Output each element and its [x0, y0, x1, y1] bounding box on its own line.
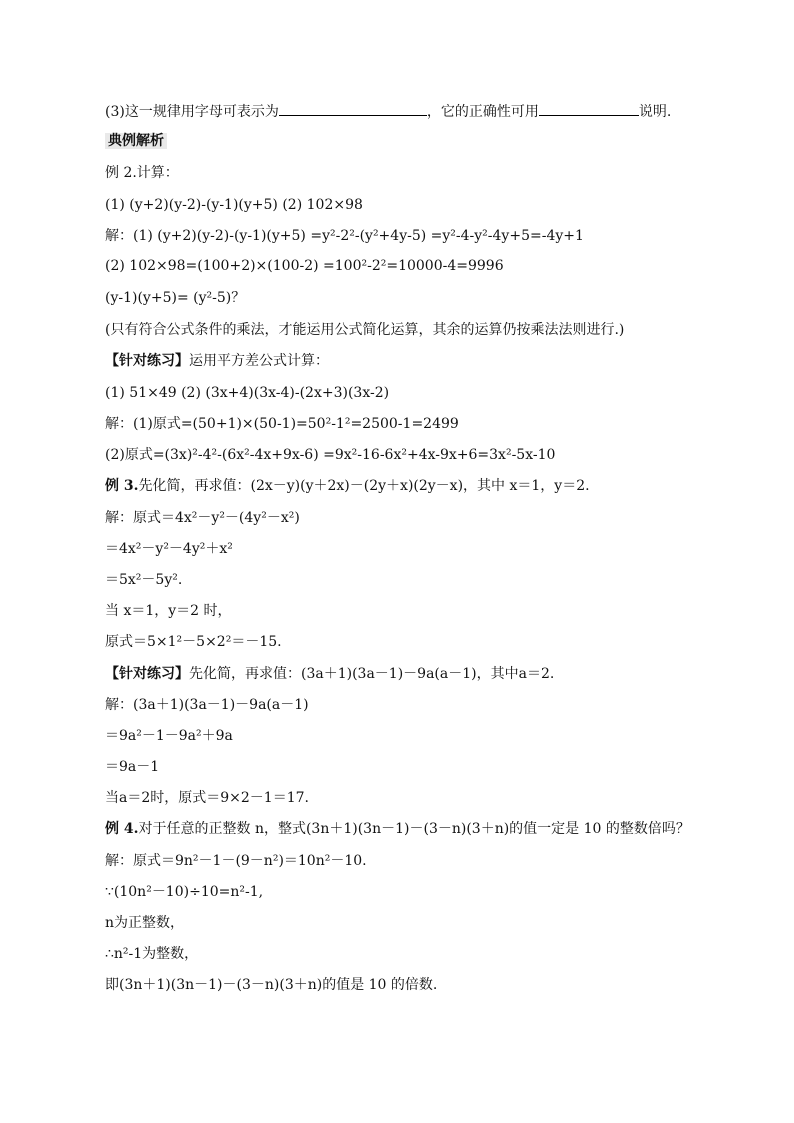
solution-line: 解：(3a＋1)(3a－1)－9a(a－1) [105, 697, 309, 713]
section-heading [105, 131, 167, 151]
solution-line: (2)原式=(3x)²-4²-(6x²-4x+9x-6) =9x²-16-6x²+4x-9x+6=3x²-5x-10 [105, 447, 556, 463]
practice-label: 【针对练习】 [105, 666, 189, 682]
practice-text: 先化简，再求值：(3a＋1)(3a－1)－9a(a－1)，其中a＝2. [189, 666, 555, 682]
note-line: (只有符合公式条件的乘法，才能运用公式简化运算，其余的运算仍按乘法法则进行.) [105, 322, 625, 338]
text-line-rule [105, 101, 671, 122]
practice-text: 运用平方差公式计算： [189, 353, 329, 369]
solution-line: 解：原式＝4x²－y²－(4y²－x²) [105, 510, 300, 526]
example-text: 对于任意的正整数 n，整式(3n＋1)(3n－1)－(3－n)(3＋n)的值一定是 10 的整数倍吗？ [138, 821, 690, 837]
practice-heading [105, 664, 554, 684]
solution-line: ＝4x²－y²－4y²＋x² [105, 541, 233, 557]
solution-line: ＝9a－1 [105, 759, 160, 775]
example-2-title: 例 2.计算： [105, 165, 179, 181]
example-2-problems: (1) (y+2)(y-2)-(y-1)(y+5) (2) 102×98 [105, 197, 363, 213]
solution-line: 解：(1) (y+2)(y-2)-(y-1)(y+5) =y²-2²-(y²+4y-5) =y²-4-y²-4y+5=-4y+1 [105, 228, 584, 244]
solution-line: 当 x＝1，y＝2 时， [105, 603, 232, 619]
solution-line: ∵(10n²－10)÷10=n²-1, [105, 884, 264, 900]
question-line: (y-1)(y+5)= (y²-5)？ [105, 290, 246, 306]
solution-line: ∴n²-1为整数， [105, 946, 199, 962]
solution-line: (2) 102×98=(100+2)×(100-2) =100²-2²=10000-4=9996 [105, 258, 504, 274]
section-heading-label: 典例解析 [105, 133, 167, 149]
example-3-title [105, 476, 590, 496]
solution-line: 解：(1)原式=(50+1)×(50-1)=50²-1²=2500-1=2499 [105, 416, 459, 432]
example-label: 例 4. [105, 821, 139, 837]
solution-line: n为正整数， [105, 915, 185, 931]
answer-blank[interactable] [539, 101, 639, 116]
answer-blank[interactable] [279, 101, 427, 116]
practice-problems: (1) 51×49 (2) (3x+4)(3x-4)-(2x+3)(3x-2) [105, 385, 390, 401]
practice-label: 【针对练习】 [105, 353, 189, 369]
solution-line: 当a＝2时，原式＝9×2－1＝17. [105, 790, 309, 806]
text-segment: (3)这一规律用字母可表示为 [105, 104, 279, 120]
text-segment: 说明. [638, 104, 672, 120]
solution-line: 原式＝5×1²－5×2²＝－15. [105, 634, 282, 650]
text-segment: ，它的正确性可用 [426, 104, 539, 120]
solution-line: ＝9a²－1－9a²＋9a [105, 728, 233, 744]
practice-heading [105, 351, 329, 371]
solution-line: ＝5x²－5y². [105, 572, 183, 588]
solution-line: 解：原式＝9n²－1－(9－n²)＝10n²－10. [105, 853, 367, 869]
solution-line: 即(3n＋1)(3n－1)－(3－n)(3＋n)的值是 10 的倍数. [105, 977, 438, 993]
example-4-title [105, 819, 690, 839]
example-text: 先化简，再求值：(2x－y)(y＋2x)－(2y＋x)(2y－x)，其中 x＝1，y＝2. [138, 478, 590, 494]
example-label: 例 3. [105, 478, 139, 494]
